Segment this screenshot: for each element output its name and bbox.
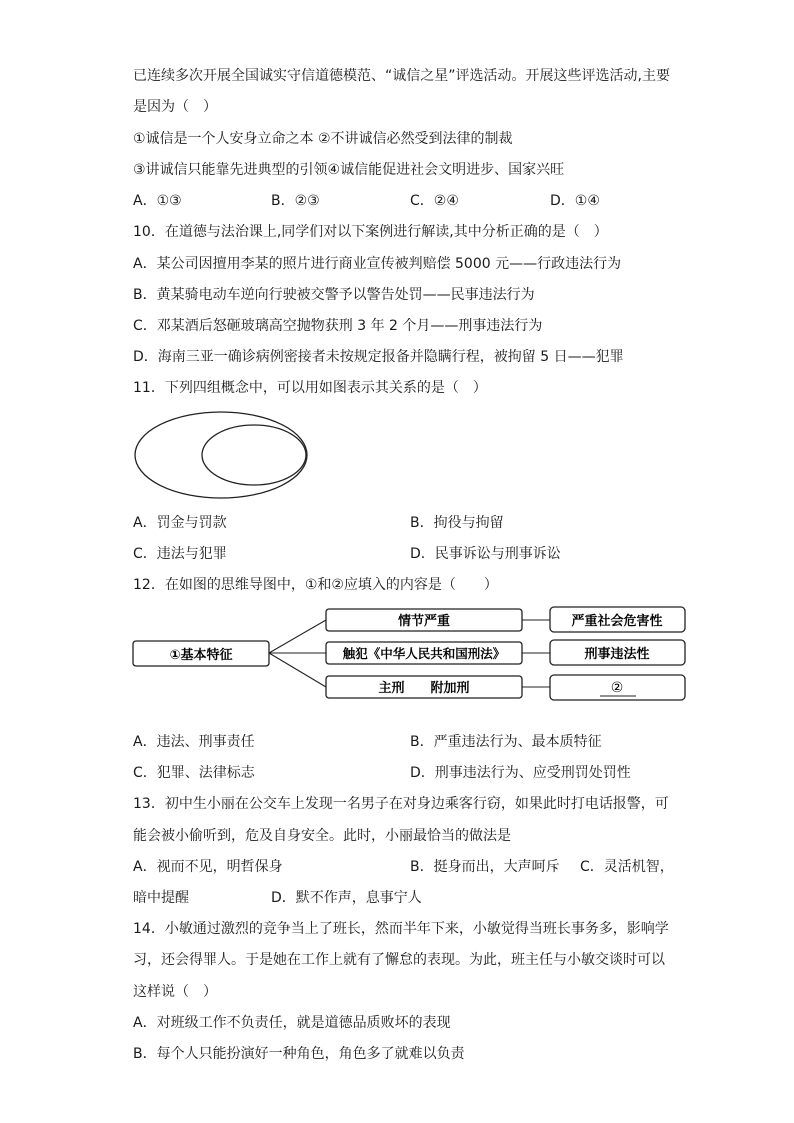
q9-statements-line1: ①诚信是一个人安身立命之本 ②不讲诚信必然受到法律的制裁	[133, 131, 513, 147]
q11-option-d: D．民事诉讼与刑事诉讼	[410, 546, 561, 562]
q10-option-a: A．某公司因擅用李某的照片进行商业宣传被判赔偿 5000 元——行政违法行为	[133, 256, 622, 272]
mid-label-3: 主刑 附加刑	[378, 681, 470, 696]
q10-stem: 10．在道德与法治课上,同学们对以下案例进行解读,其中分析正确的是（ ）	[133, 224, 608, 240]
right-label-3: ②	[610, 680, 624, 696]
q9-statements-line2: ③讲诚信只能靠先进典型的引领④诚信能促进社会文明进步、国家兴旺	[133, 162, 565, 178]
q14-option-a: A．对班级工作不负责任，就是道德品质败坏的表现	[133, 1015, 451, 1031]
q10-option-d: D．海南三亚一确诊病例密接者未按规定报备并隐瞒行程，被拘留 5 日——犯罪	[133, 349, 624, 365]
q10-option-b: B．黄某骑电动车逆向行驶被交警予以警告处罚——民事违法行为	[133, 287, 535, 303]
right-label-1: 严重社会危害性	[571, 614, 663, 629]
q13-option-d: D．默不作声，息事宁人	[271, 890, 422, 906]
root-label: ①基本特征	[169, 648, 233, 663]
q11-option-c: C．违法与犯罪	[133, 546, 227, 562]
connector	[269, 620, 326, 653]
q11-venn-diagram	[130, 410, 320, 510]
mid-label-2: 触犯《中华人民共和国刑法》	[342, 646, 506, 661]
q13-option-c: C．灵活机智，	[580, 859, 674, 875]
q9-option-d: D．①④	[550, 193, 600, 209]
q12-option-b: B．严重违法行为、最本质特征	[410, 734, 602, 750]
q14-stem-line3: 这样说（ ）	[133, 984, 217, 1000]
q11-option-a: A．罚金与罚款	[133, 515, 227, 531]
outer-ellipse	[135, 412, 307, 498]
right-label-2: 刑事违法性	[584, 647, 650, 662]
q9-option-a: A．①③	[133, 193, 182, 209]
q13-option-a: A．视而不见，明哲保身	[133, 859, 283, 875]
q14-stem-line2: 习，还会得罪人。于是她在工作上就有了懈怠的表现。为此，班主任与小敏交谈时可以	[133, 952, 665, 968]
q9-option-b: B．②③	[271, 193, 320, 209]
q11-option-b: B．拘役与拘留	[410, 515, 504, 531]
q12-option-c: C．犯罪、法律标志	[133, 765, 255, 781]
q13-stem-line1: 13．初中生小丽在公交车上发现一名男子在对身边乘客行窃，如果此时打电话报警，可	[133, 796, 669, 812]
q12-option-a: A．违法、刑事责任	[133, 734, 255, 750]
q9-stem-line2: 是因为（ ）	[133, 99, 217, 115]
mid-label-1: 情节严重	[397, 614, 451, 629]
q9-option-c: C．②④	[410, 193, 459, 209]
inner-ellipse	[202, 425, 306, 485]
q12-stem: 12．在如图的思维导图中，①和②应填入的内容是（ ）	[133, 577, 498, 593]
q14-option-b: B．每个人只能扮演好一种角色，角色多了就难以负责	[133, 1046, 465, 1062]
q13-option-c-cont: 暗中提醒	[133, 890, 189, 906]
q12-option-d: D．刑事违法行为、应受刑罚处罚性	[410, 765, 631, 781]
q10-option-c: C．邓某酒后怒砸玻璃高空抛物获刑 3 年 2 个月——刑事违法行为	[133, 318, 543, 334]
q14-stem-line1: 14．小敏通过激烈的竞争当上了班长，然而半年下来，小敏觉得当班长事务多，影响学	[133, 921, 669, 937]
q13-option-b: B．挺身而出，大声呵斥	[410, 859, 560, 875]
q13-stem-line2: 能会被小偷听到，危及自身安全。此时，小丽最恰当的做法是	[133, 828, 511, 844]
connector	[269, 653, 326, 687]
q11-stem: 11．下列四组概念中，可以用如图表示其关系的是（ ）	[133, 380, 487, 396]
q12-mind-map	[130, 603, 690, 705]
q9-stem-line1: 已连续多次开展全国诚实守信道德模范、“诚信之星”评选活动。开展这些评选活动,主要	[133, 68, 670, 84]
